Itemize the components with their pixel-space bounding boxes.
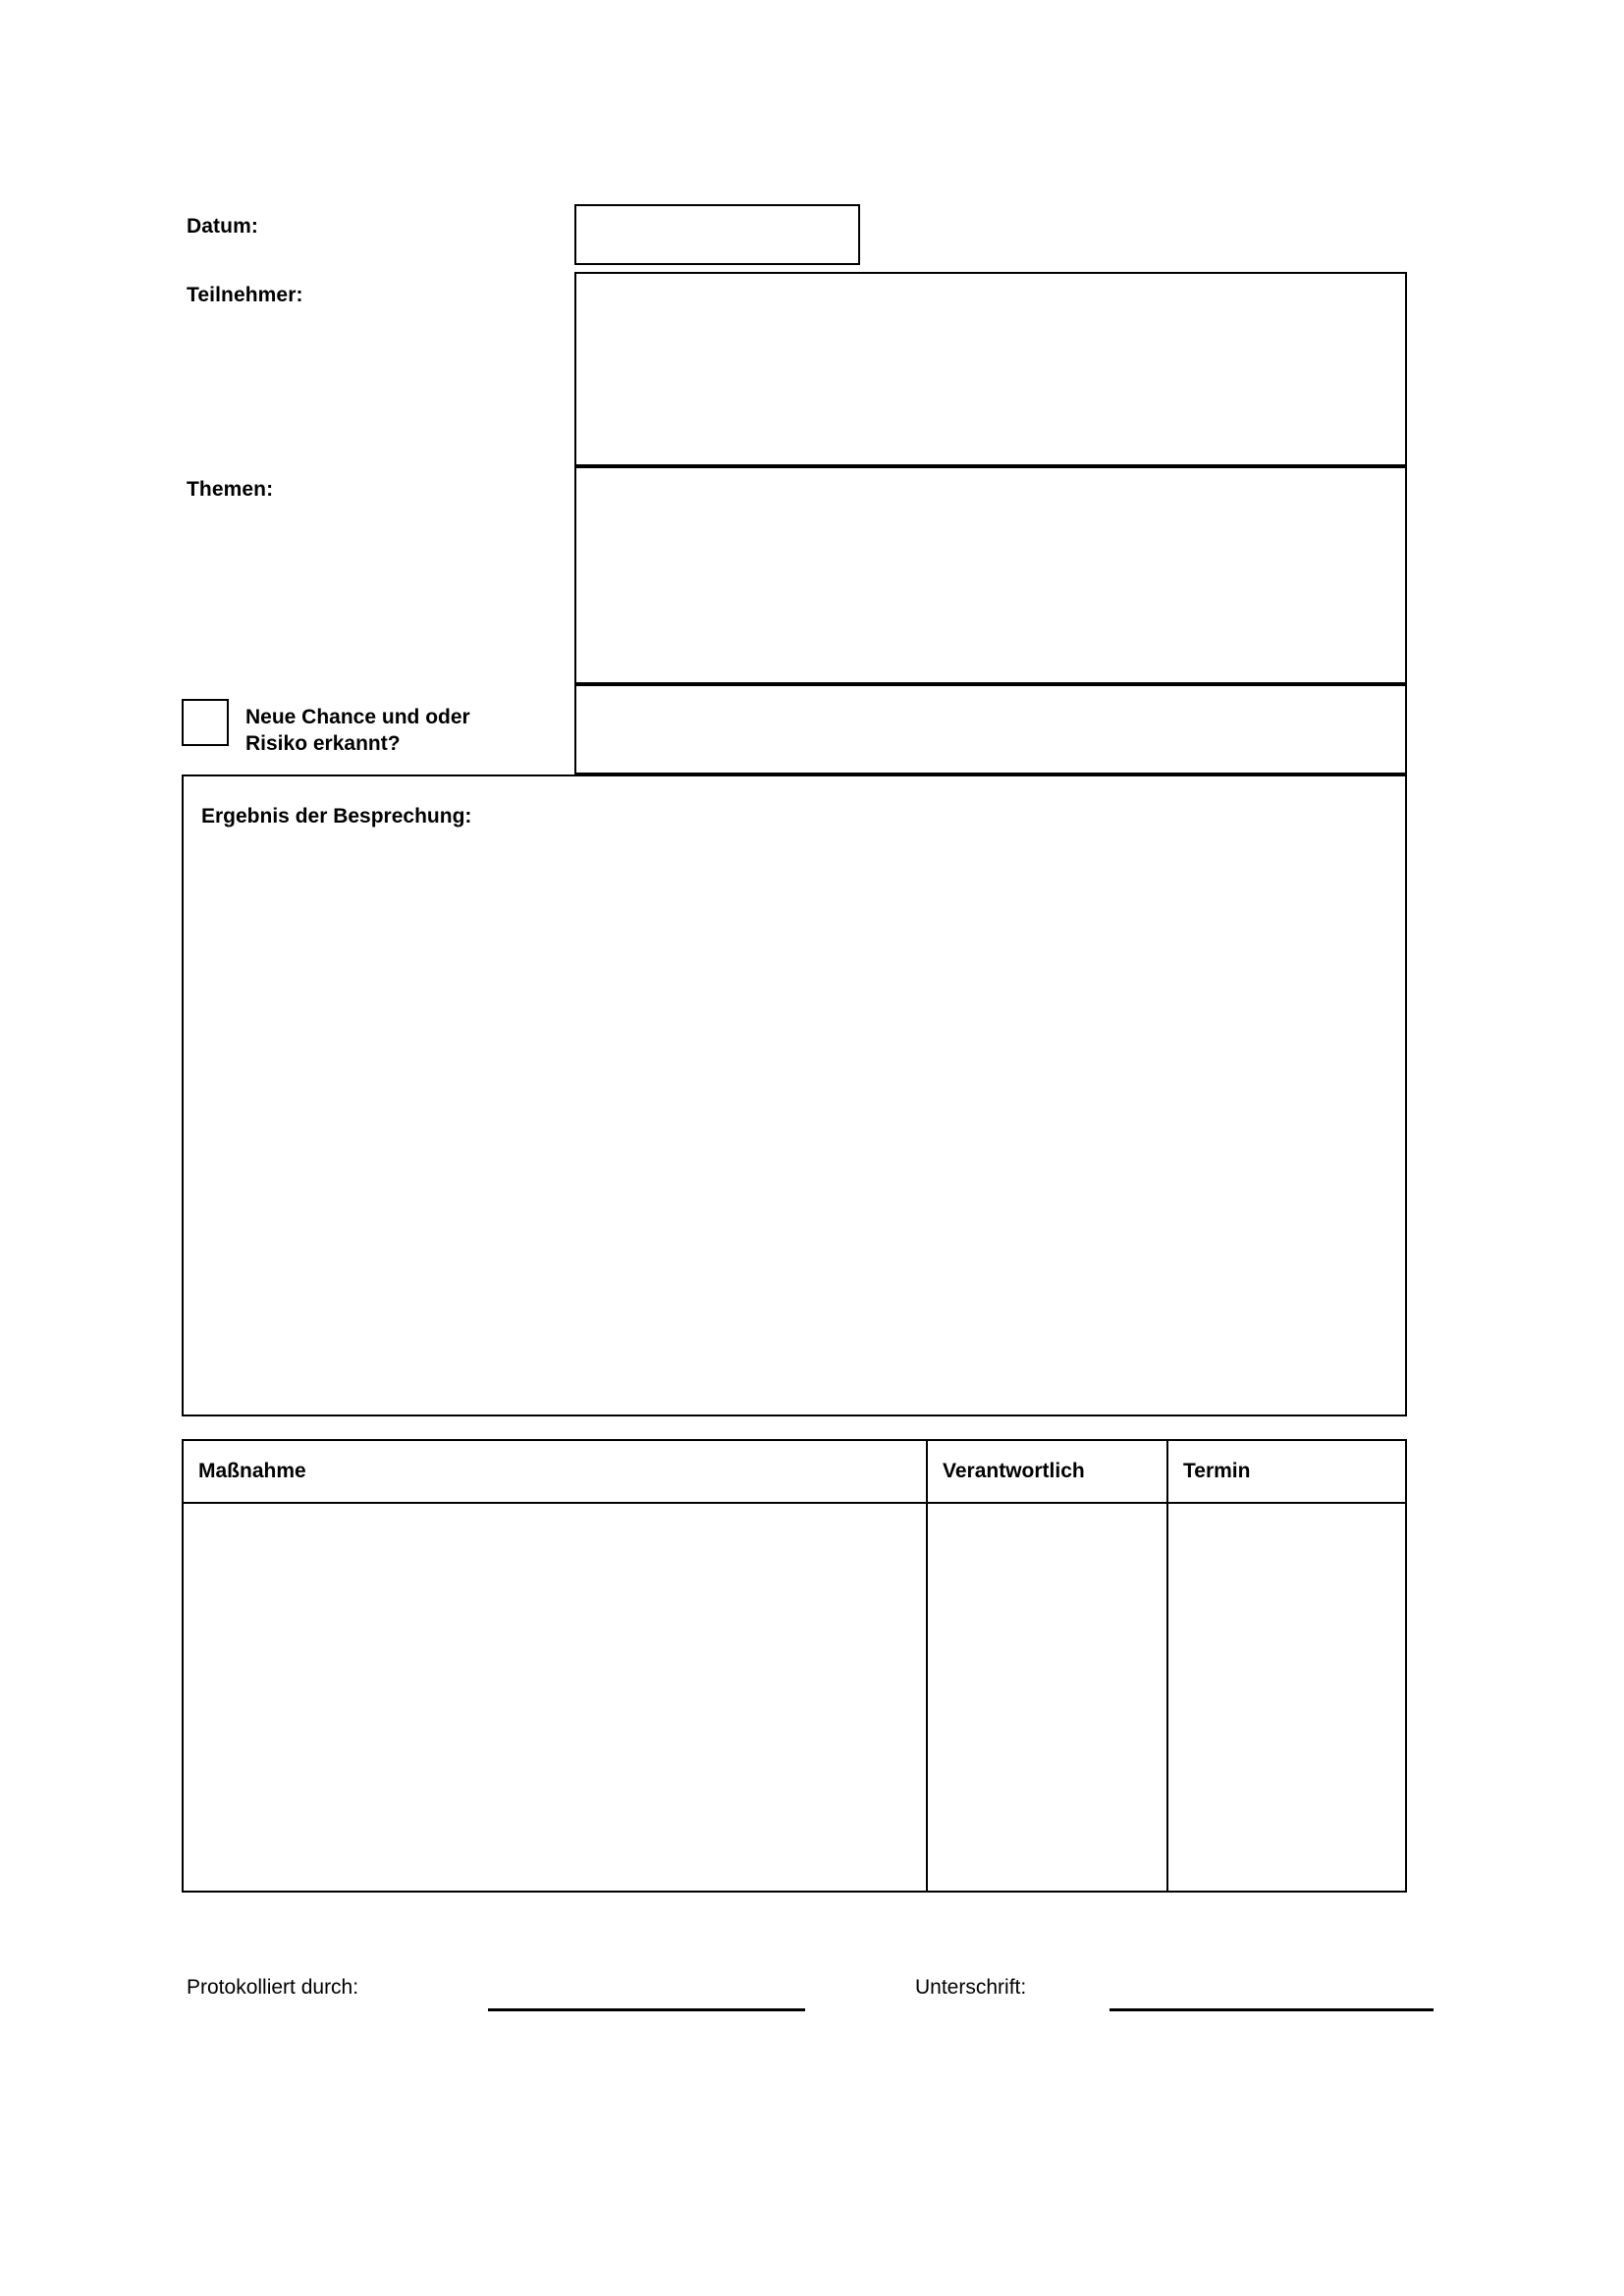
signature-label: Unterschrift: <box>915 1976 1027 1999</box>
datum-label: Datum: <box>187 215 258 238</box>
ergebnis-input[interactable] <box>182 774 1407 1416</box>
chance-risk-checkbox[interactable] <box>182 699 229 746</box>
chance-risk-label: Neue Chance und oder Risiko erkannt? <box>245 706 470 755</box>
measures-table <box>182 1439 1407 1893</box>
table-header-row <box>184 1441 1405 1504</box>
teilnehmer-input[interactable] <box>574 272 1407 466</box>
table-row <box>184 1504 1405 1891</box>
cell-massnahme[interactable] <box>184 1504 928 1891</box>
recorded-by-input[interactable] <box>488 2008 805 2011</box>
cell-verantwortlich[interactable] <box>928 1504 1168 1891</box>
cell-termin[interactable] <box>1168 1504 1405 1891</box>
signature-input[interactable] <box>1110 2008 1434 2011</box>
teilnehmer-label: Teilnehmer: <box>187 284 303 306</box>
column-header-massnahme: Maßnahme <box>184 1441 928 1502</box>
column-header-verantwortlich: Verantwortlich <box>928 1441 1168 1502</box>
themen-input[interactable] <box>574 466 1407 684</box>
ergebnis-label: Ergebnis der Besprechung: <box>201 805 472 828</box>
recorded-by-label: Protokolliert durch: <box>187 1976 359 1999</box>
chance-risk-input[interactable] <box>574 684 1407 774</box>
datum-input[interactable] <box>574 204 860 265</box>
column-header-termin: Termin <box>1183 1460 1251 1482</box>
themen-label: Themen: <box>187 478 274 501</box>
